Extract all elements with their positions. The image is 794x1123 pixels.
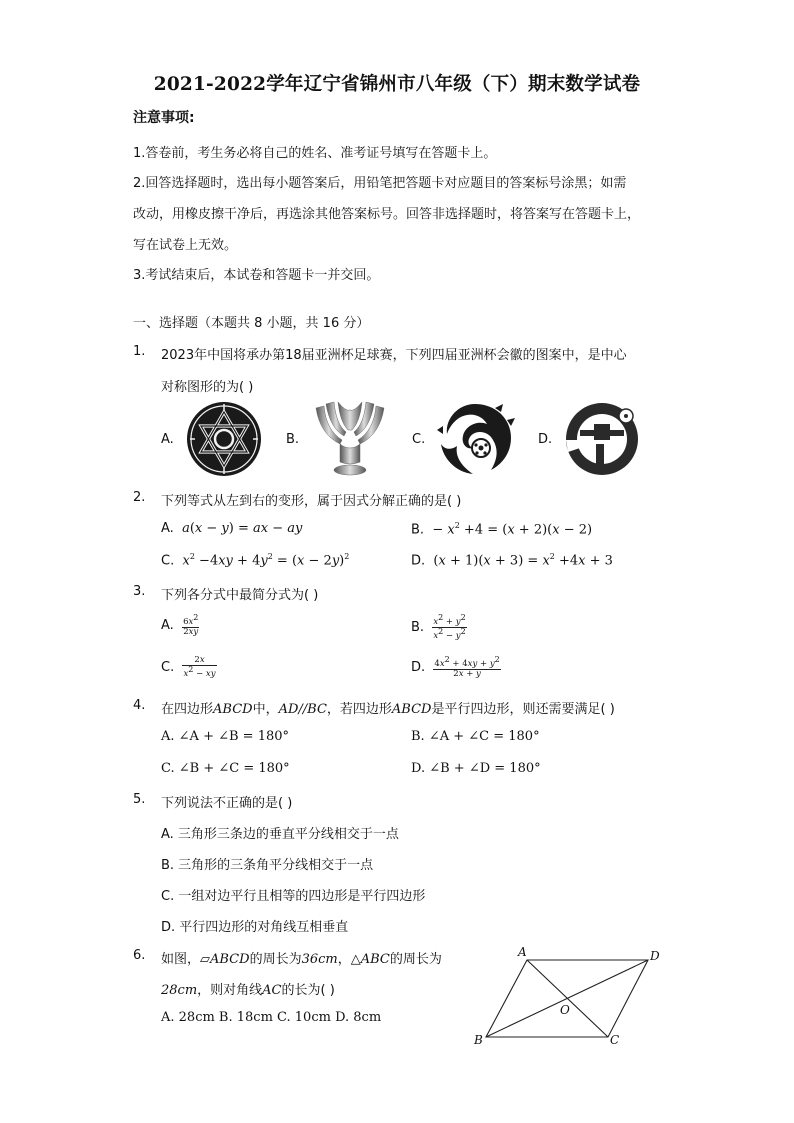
dragon-emblem-icon (433, 400, 517, 478)
options-row: A. 28cm B. 18cm C. 10cm D. 8cm (161, 1010, 382, 1025)
exam-title: 2021-2022学年辽宁省锦州市八年级（下）期末数学试卷 (153, 74, 641, 95)
parallelogram-figure (470, 940, 670, 1048)
notice-item-3: 3.考试结束后，本试卷和答题卡一并交回。 (133, 268, 380, 283)
vertex-label-b: B (474, 1033, 483, 1047)
option-a: A. $\frac{6x^2}{2xy}$ (161, 613, 199, 637)
option-d: D. ∠B + ∠D = 180° (411, 761, 541, 776)
question-text: 下列说法不正确的是( ) (161, 796, 293, 811)
section-heading: 一、选择题（本题共 8 小题，共 16 分） (133, 316, 370, 331)
notice-item-2-end: 写在试卷上无效。 (133, 238, 238, 253)
vertex-label-a: A (518, 945, 527, 959)
formula: a (182, 521, 190, 536)
option-c: C. 一组对边平行且相等的四边形是平行四边形 (161, 889, 426, 904)
notice-item-2: 2.回答选择题时，选出每小题答案后，用铅笔把答题卡对应题目的答案标号涂黑；如需 (133, 176, 627, 191)
question-number: 4. (133, 698, 146, 713)
option-label: C. (412, 432, 426, 447)
fraction: $\frac{4x^2 + 4xy + y^2}{2x + y}$ (434, 655, 500, 679)
question-number: 6. (133, 948, 146, 963)
question-text: 在四边形ABCD中，AD//BC，若四边形ABCD是平行四边形，则还需要满足( ) (161, 702, 615, 717)
ring-emblem-icon (560, 400, 644, 478)
option-b: B. − $x^2 +4 = (x + 2)(x - 2)$ (411, 521, 593, 538)
option-c: C. $x^2 -4xy + 4y^2 = (x - 2y)^2$ (161, 552, 350, 569)
question-text: 下列各分式中最简分式为( ) (161, 588, 319, 603)
option-c: C. ∠B + ∠C = 180° (161, 761, 290, 776)
fraction: $\frac{x^2 + y^2}{x^2 - y^2}$ (433, 613, 466, 641)
question-number: 2. (133, 490, 146, 505)
option-a: A. a(x − y) = ax − ay (161, 521, 303, 536)
option-label: B. (286, 432, 300, 447)
question-number: 5. (133, 792, 146, 807)
vertex-label-c: C (610, 1033, 620, 1047)
question-text: 如图，▱ABCD的周长为36cm，△ABC的周长为 (161, 952, 442, 967)
option-d: D. $(x + 1)(x + 3) = x^2 +4x + 3$ (411, 552, 613, 569)
option-a: A. ∠A + ∠B = 180° (161, 729, 290, 744)
trophy-emblem-icon (308, 400, 392, 478)
option-label: D. (538, 432, 553, 447)
question-text: 下列等式从左到右的变形，属于因式分解正确的是( ) (161, 494, 462, 509)
option-b: B. 三角形的三条角平分线相交于一点 (161, 858, 374, 873)
option-label: A. (161, 432, 174, 447)
knot-emblem-icon (182, 400, 266, 478)
notice-item-2-cont: 改动，用橡皮擦干净后，再选涂其他答案标号。回答非选择题时，将答案写在答题卡上， (133, 207, 641, 222)
option-b: B. ∠A + ∠C = 180° (411, 729, 540, 744)
question-number: 1. (133, 344, 146, 359)
question-text-cont: 28cm，则对角线AC的长为( ) (161, 983, 335, 998)
notice-heading: 注意事项: (133, 110, 195, 126)
vertex-label-d: D (650, 949, 660, 963)
option-c: C. $\frac{2x}{x^2 - xy}$ (161, 655, 216, 679)
option-d: D. $\frac{4x^2 + 4xy + y^2}{2x + y}$ (411, 655, 500, 679)
question-text-cont: 对称图形的为( ) (161, 380, 254, 395)
option-a: A. 三角形三条边的垂直平分线相交于一点 (161, 827, 399, 842)
question-number: 3. (133, 584, 146, 599)
fraction: $\frac{2x}{x^2 - xy}$ (183, 655, 216, 679)
center-label-o: O (560, 1003, 570, 1017)
option-d: D. 平行四边形的对角线互相垂直 (161, 920, 349, 935)
notice-item-1: 1.答卷前，考生务必将自己的姓名、准考证号填写在答题卡上。 (133, 146, 497, 161)
question-text: 2023年中国将承办第18届亚洲杯足球赛，下列四届亚洲杯会徽的图案中，是中心 (161, 348, 627, 363)
option-b: B. $\frac{x^2 + y^2}{x^2 - y^2}$ (411, 613, 466, 641)
fraction: $\frac{6x^2}{2xy}$ (183, 613, 199, 637)
